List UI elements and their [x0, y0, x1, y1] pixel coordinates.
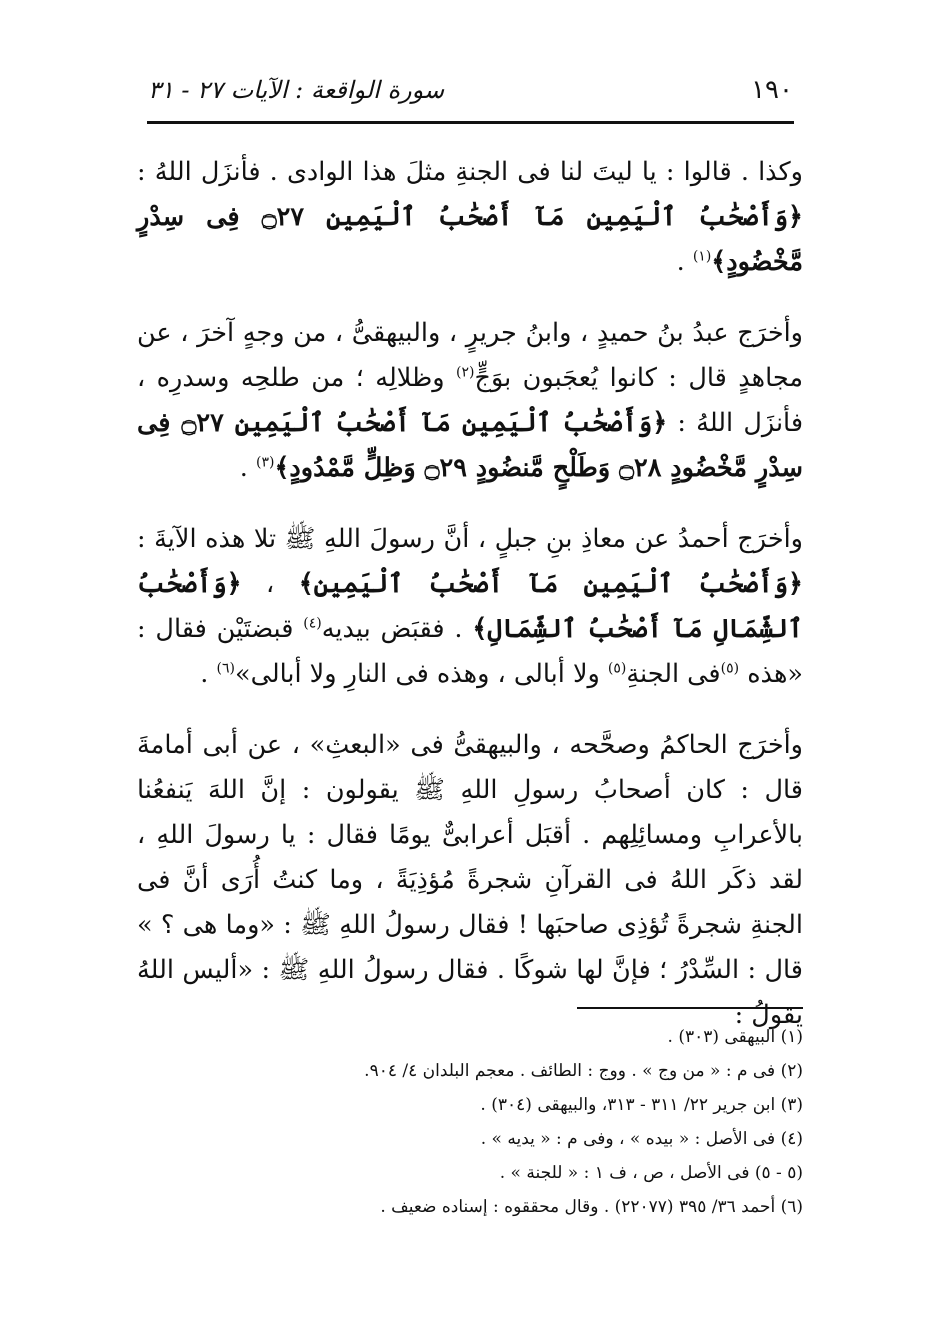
- text-run: وأخرَج أحمدُ عن معاذِ بنِ جبلٍ ، أنَّ رسولَ اللهِ ﷺ تلا هذه الآيةَ :: [137, 524, 803, 554]
- quran-verse: ﴿وَأَصْحَٰبُ ٱلْيَمِينِ مَآ أَصْحَٰبُ ٱلْيَمِينِ ۝٢٧ فِى سِدْرٍ مَّخْضُودٍ ۝٢٨ وَطَلْحٍ مَّنضُودٍ ۝٢٩ وَظِلٍّ مَّمْدُودٍ﴾: [137, 408, 803, 483]
- footnote-1: (١) البيهقى (٣٠٣) .: [667, 1027, 803, 1047]
- text-run: وأخرَج عبدُ بنُ حميدٍ ، وابنُ جريرٍ ، والبيهقىُّ ، من وجهٍ آخرَ ، عن مجاهدٍ قال : كانوا يُعجَبون بوَجٍّ: [137, 318, 804, 393]
- text-run: وظلالِه ؛ من طلحِه وسدرِه ، فأنزَل اللهُ :: [137, 363, 804, 438]
- quran-verse: ﴿وَأَصْحَٰبُ ٱلشِّمَالِ مَآ أَصْحَٰبُ ٱلشِّمَالِ﴾: [137, 569, 803, 644]
- text-run: .: [239, 453, 257, 483]
- footnote-3: (٣) ابن جرير ٢٢/ ٣١١ - ٣١٣، والبيهقى (٣٠٤) .: [480, 1095, 803, 1115]
- quran-verse: ﴿وَأَصْحَٰبُ ٱلْيَمِينِ مَآ أَصْحَٰبُ ٱلْيَمِينِ ۝٢٧ فِى سِدْرٍ مَّخْضُودٍ﴾: [137, 202, 803, 277]
- footnote-marker: (٣): [256, 454, 275, 471]
- footnote-marker: (٥): [720, 660, 740, 677]
- footnote-marker: (٥): [607, 660, 627, 677]
- footnote-rule: [577, 1007, 803, 1009]
- paragraph-1: [137, 150, 803, 285]
- paragraph-4: وأخرَج الحاكمُ وصحَّحه ، والبيهقىُّ فى «البعثِ» ، عن أبى أمامةَ قال : كان أصحابُ رسولِ اللهِ ﷺ يقولون : إنَّ اللهَ يَنفعُنا بالأعرابِ ومسائِلِهم . أقبَل أعرابىٌّ يومًا فقال : يا رسولَ اللهِ ، لقد ذكَر اللهُ فى القرآنِ شجرةً مُؤذِيَةً ، وما كنتُ أُرَى أنَّ فى الجنةِ شجرةً تُؤذِى صاحبَها ! فقال رسولُ اللهِ ﷺ : «وما هى ؟ » قال : السِّدْرُ ؛ فإنَّ لها شوكًا . فقال رسولُ اللهِ ﷺ : «أليس اللهُ يقولُ :: [137, 730, 803, 1030]
- footnote-marker: (٦): [216, 660, 235, 677]
- footnote-5: (٥ - ٥) فى الأصل ، ص ، ف ١ : « للجنة » .: [499, 1163, 803, 1183]
- text-run: فى الجنةِ: [626, 659, 721, 689]
- page-number: ١٩٠: [751, 75, 793, 105]
- footnote-marker: (٢): [456, 364, 475, 381]
- running-title: سورة الواقعة : الآيات ٢٧ - ٣١: [148, 76, 445, 104]
- text-run: وكذا . قالوا : يا ليتَ لنا فى الجنةِ مثلَ هذا الوادى . فأنزَل اللهُ :: [137, 157, 803, 187]
- footnote-marker: (٤): [303, 615, 322, 632]
- quran-verse: ﴿وَأَصْحَٰبُ ٱلْيَمِينِ مَآ أَصْحَٰبُ ٱلْيَمِينِ﴾: [298, 569, 803, 599]
- text-run: ولا أبالى ، وهذه فى النارِ ولا أبالى»: [234, 659, 608, 689]
- footnote-6: (٦) أحمد ٣٦/ ٣٩٥ (٢٢٠٧٧) . وقال محققوه : إسناده ضعيف .: [380, 1197, 803, 1217]
- paragraph-2: [137, 311, 803, 491]
- text-run: .: [676, 247, 693, 277]
- text-run: .: [200, 659, 217, 689]
- page-header: [148, 72, 793, 108]
- main-text: [137, 150, 803, 1064]
- text-run: ،: [241, 569, 299, 599]
- text-run: قبضتَيْن فقال : «هذه: [137, 614, 803, 689]
- footnote-marker: (١): [692, 248, 712, 265]
- footnote-2: (٢) فى م : « من وج » . ووج : الطائف . معجم البلدان ٤/ ٩٠٤.: [364, 1061, 803, 1081]
- footnote-4: (٤) فى الأصل : « بيده » ، وفى م : « يديه » .: [480, 1129, 803, 1149]
- header-rule: [147, 121, 794, 124]
- text-run: . فقبَض بيديه: [321, 614, 473, 644]
- paragraph-3: [137, 517, 803, 697]
- footnotes: [150, 1020, 803, 1224]
